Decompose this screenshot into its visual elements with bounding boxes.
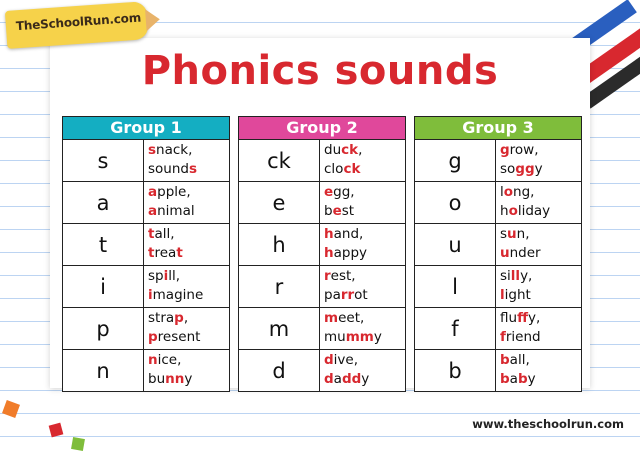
word-text: pple,: [157, 184, 191, 200]
example-words: [496, 350, 581, 391]
example-word: [500, 160, 581, 179]
phonic-sound: a: [63, 182, 144, 223]
highlighted-letters: ff: [517, 310, 528, 326]
word-text: y: [534, 161, 543, 177]
phonic-sound: b: [415, 350, 496, 391]
confetti-orange: [2, 400, 20, 418]
confetti-green: [71, 437, 85, 451]
phonic-sound: d: [239, 350, 320, 391]
footer-url[interactable]: www.theschoolrun.com: [472, 417, 624, 431]
example-word: [324, 309, 405, 328]
phonic-sound: e: [239, 182, 320, 223]
example-words: [320, 266, 405, 307]
example-words: [496, 308, 581, 349]
example-word: [500, 351, 581, 370]
table-row: [415, 224, 581, 266]
table-row: [63, 266, 229, 308]
example-word: [500, 370, 581, 389]
table-row: [239, 182, 405, 224]
group-table-2: [238, 116, 406, 392]
word-text: nder: [509, 245, 541, 261]
highlighted-letters: ll: [510, 268, 521, 284]
phonic-sound: i: [63, 266, 144, 307]
highlighted-letters: u: [507, 226, 517, 242]
table-row: [415, 308, 581, 350]
example-word: [148, 328, 229, 347]
word-text: s: [500, 226, 508, 242]
example-word: [148, 370, 229, 389]
word-text: sp: [148, 268, 164, 284]
highlighted-letters: h: [324, 226, 334, 242]
phonic-sound: l: [415, 266, 496, 307]
example-word: [324, 202, 405, 221]
example-words: [320, 224, 405, 265]
highlighted-letters: t: [176, 245, 183, 261]
word-text: all,: [154, 226, 175, 242]
example-word: [148, 309, 229, 328]
word-text: and,: [333, 226, 364, 242]
group-header: Group 2: [239, 117, 405, 140]
example-word: [324, 370, 405, 389]
word-text: rea: [154, 245, 177, 261]
word-text: pa: [324, 287, 341, 303]
highlighted-letters: t: [148, 226, 155, 242]
page-title: Phonics sounds: [141, 48, 499, 94]
word-text: ll,: [168, 268, 181, 284]
highlighted-letters: a: [148, 203, 158, 219]
example-word: [500, 183, 581, 202]
word-text: resent: [157, 329, 201, 345]
phonic-sound: f: [415, 308, 496, 349]
word-text: y: [184, 371, 193, 387]
example-word: [500, 244, 581, 263]
highlighted-letters: s: [148, 142, 157, 158]
word-text: riend: [505, 329, 541, 345]
highlighted-letters: l: [500, 287, 505, 303]
phonic-sound: s: [63, 140, 144, 181]
word-text: du: [324, 142, 342, 158]
word-text: nack,: [156, 142, 193, 158]
highlighted-letters: h: [324, 245, 334, 261]
highlighted-letters: g: [500, 142, 510, 158]
example-word: [500, 328, 581, 347]
example-words: [496, 140, 581, 181]
group-header: Group 1: [63, 117, 229, 140]
word-text: ight: [504, 287, 531, 303]
table-row: [63, 140, 229, 182]
phonic-sound: m: [239, 308, 320, 349]
word-text: si: [500, 268, 511, 284]
phonic-sound: r: [239, 266, 320, 307]
highlighted-letters: b: [500, 371, 510, 387]
highlighted-letters: t: [148, 245, 155, 261]
highlighted-letters: i: [163, 268, 169, 284]
table-row: [415, 182, 581, 224]
word-text: y: [373, 329, 382, 345]
word-text: l: [500, 184, 504, 200]
highlighted-letters: u: [500, 245, 510, 261]
example-word: [324, 183, 405, 202]
highlighted-letters: rr: [340, 287, 355, 303]
highlighted-letters: f: [500, 329, 506, 345]
highlighted-letters: gg: [515, 161, 535, 177]
word-text: b: [324, 203, 333, 219]
highlighted-letters: e: [324, 184, 334, 200]
table-row: [239, 266, 405, 308]
example-words: [144, 266, 229, 307]
word-text: clo: [324, 161, 344, 177]
word-text: y: [527, 371, 536, 387]
highlighted-letters: ck: [343, 161, 361, 177]
phonic-sound: t: [63, 224, 144, 265]
word-text: eet,: [338, 310, 365, 326]
pencil-tip-icon: [145, 8, 161, 31]
word-text: bu: [148, 371, 166, 387]
word-text: ive,: [333, 352, 359, 368]
highlighted-letters: ck: [341, 142, 359, 158]
table-row: [63, 224, 229, 266]
example-word: [148, 141, 229, 160]
example-words: [496, 224, 581, 265]
example-words: [144, 182, 229, 223]
example-words: [144, 350, 229, 391]
word-text: est,: [330, 268, 356, 284]
highlighted-letters: m: [324, 310, 339, 326]
word-text: row,: [509, 142, 539, 158]
word-text: flu: [500, 310, 518, 326]
example-word: [148, 351, 229, 370]
word-text: h: [500, 203, 509, 219]
example-words: [320, 182, 405, 223]
example-words: [320, 350, 405, 391]
example-word: [148, 183, 229, 202]
example-word: [324, 286, 405, 305]
logo-text: TheSchoolRun.com: [15, 10, 142, 34]
example-word: [500, 202, 581, 221]
word-text: a: [509, 371, 518, 387]
group-table-1: [62, 116, 230, 392]
example-word: [324, 244, 405, 263]
example-word: [324, 160, 405, 179]
word-text: appy: [333, 245, 368, 261]
example-words: [144, 140, 229, 181]
word-text: liday: [517, 203, 551, 219]
table-row: [415, 266, 581, 308]
table-row: [239, 350, 405, 391]
word-text: all,: [509, 352, 530, 368]
highlighted-letters: s: [188, 161, 198, 177]
phonic-sound: ck: [239, 140, 320, 181]
highlighted-letters: nn: [165, 371, 185, 387]
word-text: ,: [358, 142, 363, 158]
table-row: [239, 224, 405, 266]
word-text: ice,: [157, 352, 182, 368]
phonic-sound: n: [63, 350, 144, 391]
highlighted-letters: d: [324, 371, 334, 387]
word-text: mu: [324, 329, 346, 345]
highlighted-letters: i: [148, 287, 153, 303]
example-word: [500, 267, 581, 286]
highlighted-letters: b: [500, 352, 510, 368]
word-text: magine: [152, 287, 204, 303]
table-row: [239, 140, 405, 182]
table-row: [63, 308, 229, 350]
phonic-sound: u: [415, 224, 496, 265]
example-word: [324, 351, 405, 370]
word-text: y: [361, 371, 370, 387]
phonic-sound: p: [63, 308, 144, 349]
example-word: [148, 225, 229, 244]
highlighted-letters: p: [148, 329, 158, 345]
example-word: [500, 309, 581, 328]
example-word: [324, 328, 405, 347]
highlighted-letters: d: [324, 352, 334, 368]
example-word: [324, 141, 405, 160]
word-text: n,: [516, 226, 530, 242]
highlighted-letters: e: [332, 203, 342, 219]
example-word: [500, 141, 581, 160]
highlighted-letters: o: [508, 203, 518, 219]
example-words: [496, 266, 581, 307]
word-text: a: [333, 371, 342, 387]
example-word: [500, 225, 581, 244]
example-word: [324, 267, 405, 286]
word-text: y,: [528, 310, 541, 326]
example-words: [496, 182, 581, 223]
highlighted-letters: o: [503, 184, 514, 200]
table-row: [239, 308, 405, 350]
example-words: [144, 308, 229, 349]
word-text: st: [341, 203, 355, 219]
table-row: [415, 350, 581, 391]
word-text: ng,: [513, 184, 535, 200]
highlighted-letters: a: [148, 184, 158, 200]
highlighted-letters: mm: [345, 329, 374, 345]
word-text: sound: [148, 161, 189, 177]
example-words: [320, 308, 405, 349]
word-text: ,: [183, 310, 189, 326]
example-word: [148, 202, 229, 221]
example-word: [148, 267, 229, 286]
example-words: [144, 224, 229, 265]
table-row: [63, 350, 229, 391]
word-text: stra: [148, 310, 175, 326]
group-header: Group 3: [415, 117, 581, 140]
example-word: [500, 286, 581, 305]
table-row: [63, 182, 229, 224]
word-text: ot: [354, 287, 368, 303]
highlighted-letters: b: [517, 371, 528, 387]
word-text: nimal: [157, 203, 195, 219]
highlighted-letters: r: [324, 268, 331, 284]
example-words: [320, 140, 405, 181]
phonic-sound: h: [239, 224, 320, 265]
phonic-sound: g: [415, 140, 496, 181]
example-word: [148, 286, 229, 305]
highlighted-letters: dd: [341, 371, 362, 387]
word-text: gg,: [333, 184, 355, 200]
highlighted-letters: n: [148, 352, 158, 368]
word-text: y,: [520, 268, 533, 284]
example-word: [148, 244, 229, 263]
confetti-red: [49, 423, 64, 438]
group-table-3: [414, 116, 582, 392]
word-text: so: [500, 161, 516, 177]
example-word: [324, 225, 405, 244]
example-word: [148, 160, 229, 179]
table-row: [415, 140, 581, 182]
highlighted-letters: p: [174, 310, 184, 326]
phonic-sound: o: [415, 182, 496, 223]
